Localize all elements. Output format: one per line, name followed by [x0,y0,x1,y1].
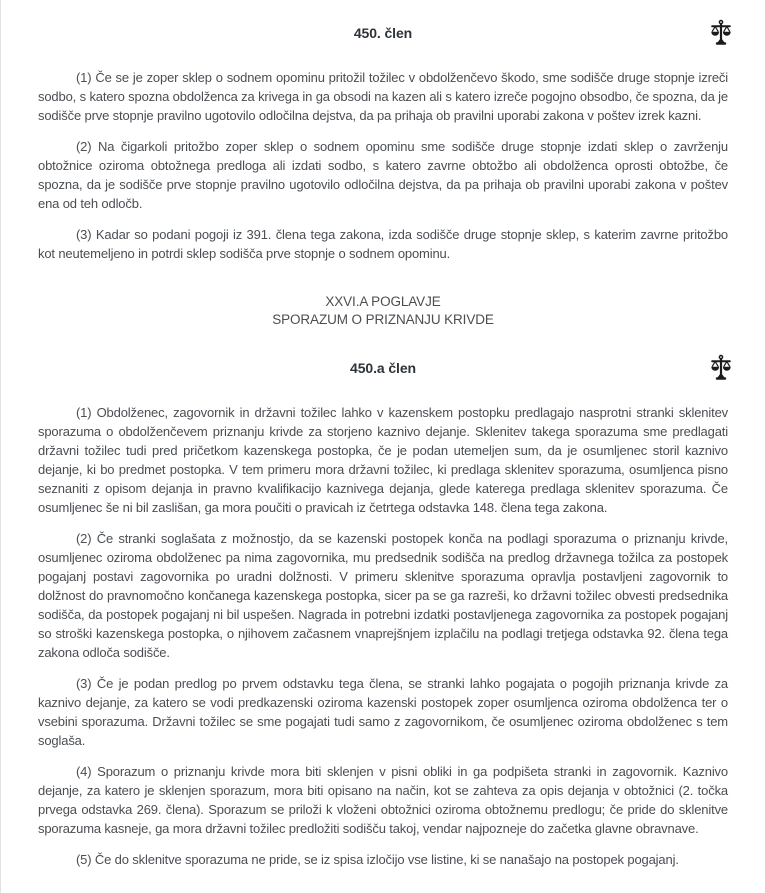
chapter-title-line: SPORAZUM O PRIZNANJU KRIVDE [272,312,494,327]
case-law-scales-link[interactable] [707,19,735,47]
law-paragraph: (5) Če do sklenitve sporazuma ne pride, se iz spisa izločijo vse listine, ki se nanašajo na postopek pogajanj. [76,852,679,867]
law-paragraph: (3) Kadar so podani pogoji iz 391. člena tega zakona, izda sodišče druge stopnje sklep, s katerim zavrne pritožbo kot neutemeljeno in potrdi sklep sodišča prve stopnje o sodnem opominu. [38,227,728,261]
law-paragraph: (3) Če je podan predlog po prvem odstavku tega člena, se stranki lahko pogajata o pogojih priznanja krivde za kaznivo dejanje, za katero se vodi predkazenski oziroma kazenski postopek zoper osumljenca oziroma obdolženca ter o vsebini sporazuma. Državni tožilec se sme pogajati tudi samo z zagovornikom, če osumljenec oziroma obdolženec s tem soglaša. [38,676,728,748]
article-header [38,353,728,383]
law-paragraph: (2) Na čigarkoli pritožbo zoper sklep o sodnem opominu sme sodišče druge stopnje izdati sklep o zavrženju obtožnice oziroma obtožnega predloga ali izdati sodbo, s katero zavrne obtožbo ali obdolženca oprosti obtožbe, če spozna, da je sodišče prve stopnje pravilno ugotovilo odločilna dejstva, da pa prihaja ob pravilni uporabi zakona v poštev ena od teh odločb. [38,139,728,211]
article-title: 450.a člen [350,360,416,376]
scales-icon [707,19,735,47]
chapter-heading [38,293,728,329]
law-paragraph: (1) Če se je zoper sklep o sodnem opominu pritožil tožilec v obdolženčevo škodo, sme sodišče druge stopnje izreči sodbo, s katero spozna obdolženca za krivega in ga obsodi na kazen ali s katero izreče pogojno obsodbo, če spozna, da je sodišče prve stopnje pravilno ugotovilo odločilna dejstva, da pa prihaja ob pravilni uporabi zakona v poštev izrek kazni. [38,70,728,123]
case-law-scales-link[interactable] [707,354,735,382]
article-section-450a [38,353,728,869]
law-paragraph: (1) Obdolženec, zagovornik in državni tožilec lahko v kazenskem postopku predlagajo nasprotni stranki sklenitev sporazuma o obdolženčevem priznanju krivde za storjeno kaznivo dejanje. Sklenitev takega sporazuma sme predlagati državni tožilec tudi pred pričetkom kazenskega postopka, če je podan utemeljen sum, da je osumljenec storil kaznivo dejanje, ki bo predmet postopka. V tem primeru mora državni tožilec, ki predlaga sklenitev sporazuma, osumljenca pisno seznaniti z opisom dejanja in pravno kvalifikacijo kaznivega dejanja, glede katerega predlaga sklenitev sporazuma. Če osumljenec še ni bil zaslišan, ga mora poučiti o pravicah iz četrtega odstavka 148. člena tega zakona. [38,405,728,515]
article-title: 450. člen [353,25,413,41]
article-section-450 [38,18,728,263]
scales-icon [707,354,735,382]
article-header [38,18,728,48]
law-paragraph: (4) Sporazum o priznanju krivde mora biti sklenjen v pisni obliki in ga podpišeta stranki in zagovornik. Kaznivo dejanje, za katero je sklenjen sporazum, mora biti opisano na način, kot se zahteva za opis dejanja v obtožnici (2. točka prvega odstavka 269. člena). Sporazum se priloži k vloženi obtožnici oziroma obtožnemu predlogu; če pride do sklenitve sporazuma kasneje, ga mora državni tožilec predložiti sodišču takoj, vendar najpozneje do začetka glavne obravnave. [38,764,728,836]
law-paragraph: (2) Če stranki soglašata z možnostjo, da se kazenski postopek konča na podlagi sporazuma o priznanju krivde, osumljenec oziroma obdolženec pa nima zagovornika, mu predsednik sodišča na predlog državnega tožilca za postopek pogajanj postavi zagovornika po uradni dolžnosti. V primeru sklenitve sporazuma opravlja postavljeni zagovornik to dolžnost do pravnomočno končanega kazenskega postopka, sicer pa se ga razreši, ko državni tožilec obvesti predsednika sodišča, da postopek pogajanj ni bil uspešen. Nagrada in potrebni izdatki postavljenega zagovornika za postopek pogajanj so stroški kazenskega postopka, o njihovem začasnem vnaprejšnjem izplačilu na podlagi tretjega odstavka 92. člena tega zakona odloča sodišče. [38,531,728,660]
chapter-number-line: XXVI.A POGLAVJE [325,294,441,309]
